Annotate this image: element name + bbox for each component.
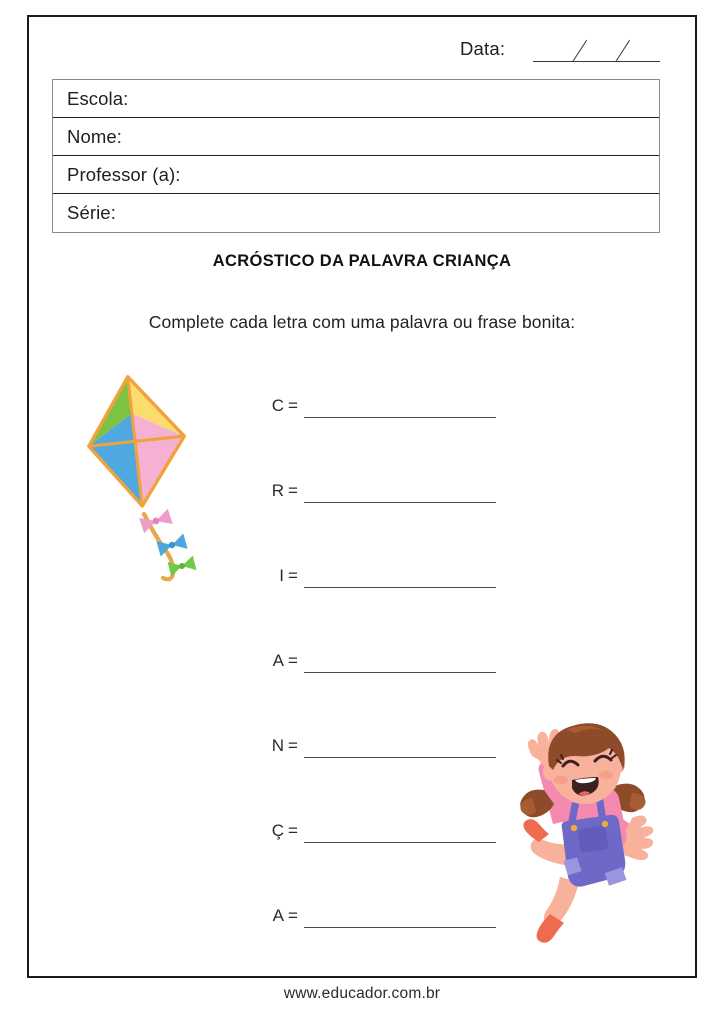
acrostic-list bbox=[248, 396, 488, 991]
girl-front-leg bbox=[537, 877, 579, 943]
field-label-serie: Série: bbox=[67, 202, 116, 223]
acrostic-row[interactable] bbox=[248, 821, 488, 906]
acrostic-row[interactable] bbox=[248, 566, 488, 651]
acrostic-answer-line[interactable] bbox=[304, 757, 496, 758]
instruction-text: Complete cada letra com uma palavra ou frase bonita: bbox=[148, 312, 576, 332]
equals-sign: = bbox=[288, 651, 298, 670]
field-label-professor: Professor (a): bbox=[67, 163, 181, 185]
acrostic-letter: Ç bbox=[271, 821, 284, 840]
equals-sign: = bbox=[288, 396, 298, 415]
footer-url: www.educador.com.br bbox=[283, 985, 441, 1002]
acrostic-row[interactable] bbox=[248, 736, 488, 821]
field-label-nome: Nome: bbox=[67, 125, 122, 147]
acrostic-letter: N bbox=[271, 736, 284, 755]
acrostic-row[interactable] bbox=[248, 481, 488, 566]
date-slash-icon bbox=[572, 40, 587, 62]
equals-sign: = bbox=[288, 481, 298, 500]
table-row[interactable] bbox=[53, 194, 659, 232]
acrostic-answer-line[interactable] bbox=[304, 587, 496, 588]
acrostic-letter: C bbox=[271, 396, 284, 415]
equals-sign: = bbox=[288, 736, 298, 755]
acrostic-answer-line[interactable] bbox=[304, 672, 496, 673]
overall-button bbox=[602, 821, 608, 827]
acrostic-row[interactable] bbox=[248, 906, 488, 991]
acrostic-answer-line[interactable] bbox=[304, 927, 496, 928]
date-label: Data: bbox=[460, 38, 506, 59]
table-row[interactable] bbox=[53, 156, 659, 194]
identification-table bbox=[52, 79, 660, 233]
kite-bow-blue bbox=[156, 533, 187, 556]
girl-illustration bbox=[506, 714, 668, 952]
acrostic-answer-line[interactable] bbox=[304, 842, 496, 843]
acrostic-row[interactable] bbox=[248, 396, 488, 481]
date-write-line bbox=[533, 61, 660, 62]
date-field[interactable] bbox=[460, 36, 670, 70]
equals-sign: = bbox=[288, 821, 298, 840]
overall-button bbox=[571, 825, 577, 831]
equals-sign: = bbox=[288, 906, 298, 925]
acrostic-letter: A bbox=[272, 651, 284, 670]
table-row[interactable] bbox=[53, 118, 659, 156]
kite-illustration bbox=[72, 366, 204, 591]
equals-sign: = bbox=[288, 566, 298, 585]
page-title: ACRÓSTICO DA PALAVRA CRIANÇA bbox=[212, 252, 512, 270]
field-label-escola: Escola: bbox=[67, 87, 129, 109]
acrostic-row[interactable] bbox=[248, 651, 488, 736]
acrostic-answer-line[interactable] bbox=[304, 417, 496, 418]
date-slash-icon bbox=[615, 40, 630, 62]
acrostic-letter: I bbox=[279, 566, 284, 585]
acrostic-letter: R bbox=[271, 481, 284, 500]
table-row[interactable] bbox=[53, 80, 659, 118]
acrostic-answer-line[interactable] bbox=[304, 502, 496, 503]
acrostic-letter: A bbox=[272, 906, 284, 925]
